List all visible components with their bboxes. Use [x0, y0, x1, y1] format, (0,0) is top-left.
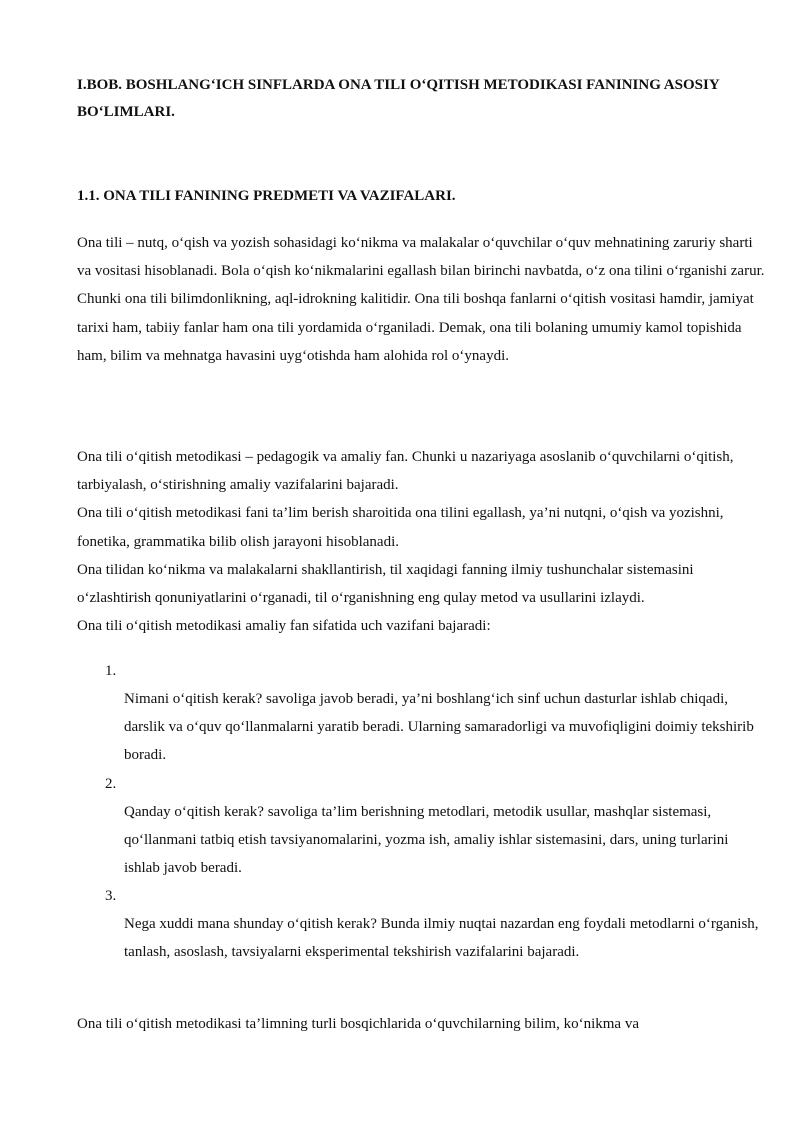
tasks-list [105, 657, 765, 967]
list-item [105, 770, 765, 883]
list-item-text: Nimani o‘qitish kerak? savoliga javob beradi, ya’ni boshlang‘ich sinf uchun dasturlar ishlab chiqadi, darslik va o‘quv qo‘llanmalarni yaratib beradi. Ularning samaradorligi va muvofiqligini doimiy tekshirib boradi. [124, 691, 754, 764]
list-item-number: 2. [105, 775, 117, 792]
paragraph-intro: Ona tili – nutq, o‘qish va yozish sohasidagi ko‘nikma va malakalar o‘quvchilar o‘quv mehnatining zaruriy sharti va vositasi hisoblanadi. Bola o‘qish ko‘nikmalarini egallash bilan birinchi navbatda, o‘z ona tilini o‘rganishi zarur. Chunki ona tili bilimdonlikning, aql-idrokning kalitidir. Ona tili boshqa fanlarni o‘qitish vositasi hamdir, jamiyat tarixi ham, tabiiy fanlar ham ona tili yordamida o‘rganiladi. Demak, ona tili bolaning umumiy kamol topishida ham, bilim va mehnatga havasini uyg‘otishda ham alohida rol o‘ynaydi. [77, 235, 765, 364]
paragraph-line: Ona tili o‘qitish metodikasi amaliy fan sifatida uch vazifani bajaradi: [77, 618, 491, 635]
list-item-number: 1. [105, 663, 117, 679]
paragraph-line: Ona tilidan ko‘nikma va malakalarni shakllantirish, til xaqidagi fanning ilmiy tushunchalar sistemasini o‘zlashtirish qonuniyatlarini o‘rganadi, til o‘rganishning eng qulay metod va usullarini izlaydi. [77, 561, 694, 607]
list-item-text: Nega xuddi mana shunday o‘qitish kerak? Bunda ilmiy nuqtai nazardan eng foydali metodlarni o‘rganish, tanlash, asoslash, tavsiyalarni eksperimental tekshirish vazifalarini bajaradi. [124, 916, 759, 961]
chapter-heading: I.BOB. BOSHLANG‘ICH SINFLARDA ONA TILI O‘QITISH METODIKASI FANINING ASOSIY BO‘LIMLARI. [77, 77, 720, 120]
paragraph-closing: Ona tili o‘qitish metodikasi ta’limning turli bosqichlarida o‘quvchilarning bilim, ko‘nikma va [77, 1016, 639, 1032]
paragraph-methodology [77, 443, 767, 640]
section-heading: 1.1. ONA TILI FANINING PREDMETI VA VAZIFALARI. [77, 188, 456, 204]
paragraph-line: Ona tili o‘qitish metodikasi – pedagogik va amaliy fan. Chunki u nazariyaga asoslanib o‘quvchilarni o‘qitish, tarbiyalash, o‘stirishning amaliy vazifalarini bajaradi. [77, 449, 734, 494]
list-item-number: 3. [105, 888, 117, 905]
paragraph-line: Ona tili o‘qitish metodikasi fani ta’lim berish sharoitida ona tilini egallash, ya’ni nutqni, o‘qish va yozishni, fonetika, grammatika bilib olish jarayoni hisoblanadi. [77, 505, 724, 550]
list-item [105, 882, 765, 966]
list-item-text: Qanday o‘qitish kerak? savoliga ta’lim berishning metodlari, metodik usullar, mashqlar sistemasi, qo‘llanmani tatbiq etish tavsiyanomalarini, yozma ish, amaliy ishlar sistemasini, dars, uning turlarini ishlab javob beradi. [124, 803, 729, 877]
list-item [105, 657, 765, 770]
